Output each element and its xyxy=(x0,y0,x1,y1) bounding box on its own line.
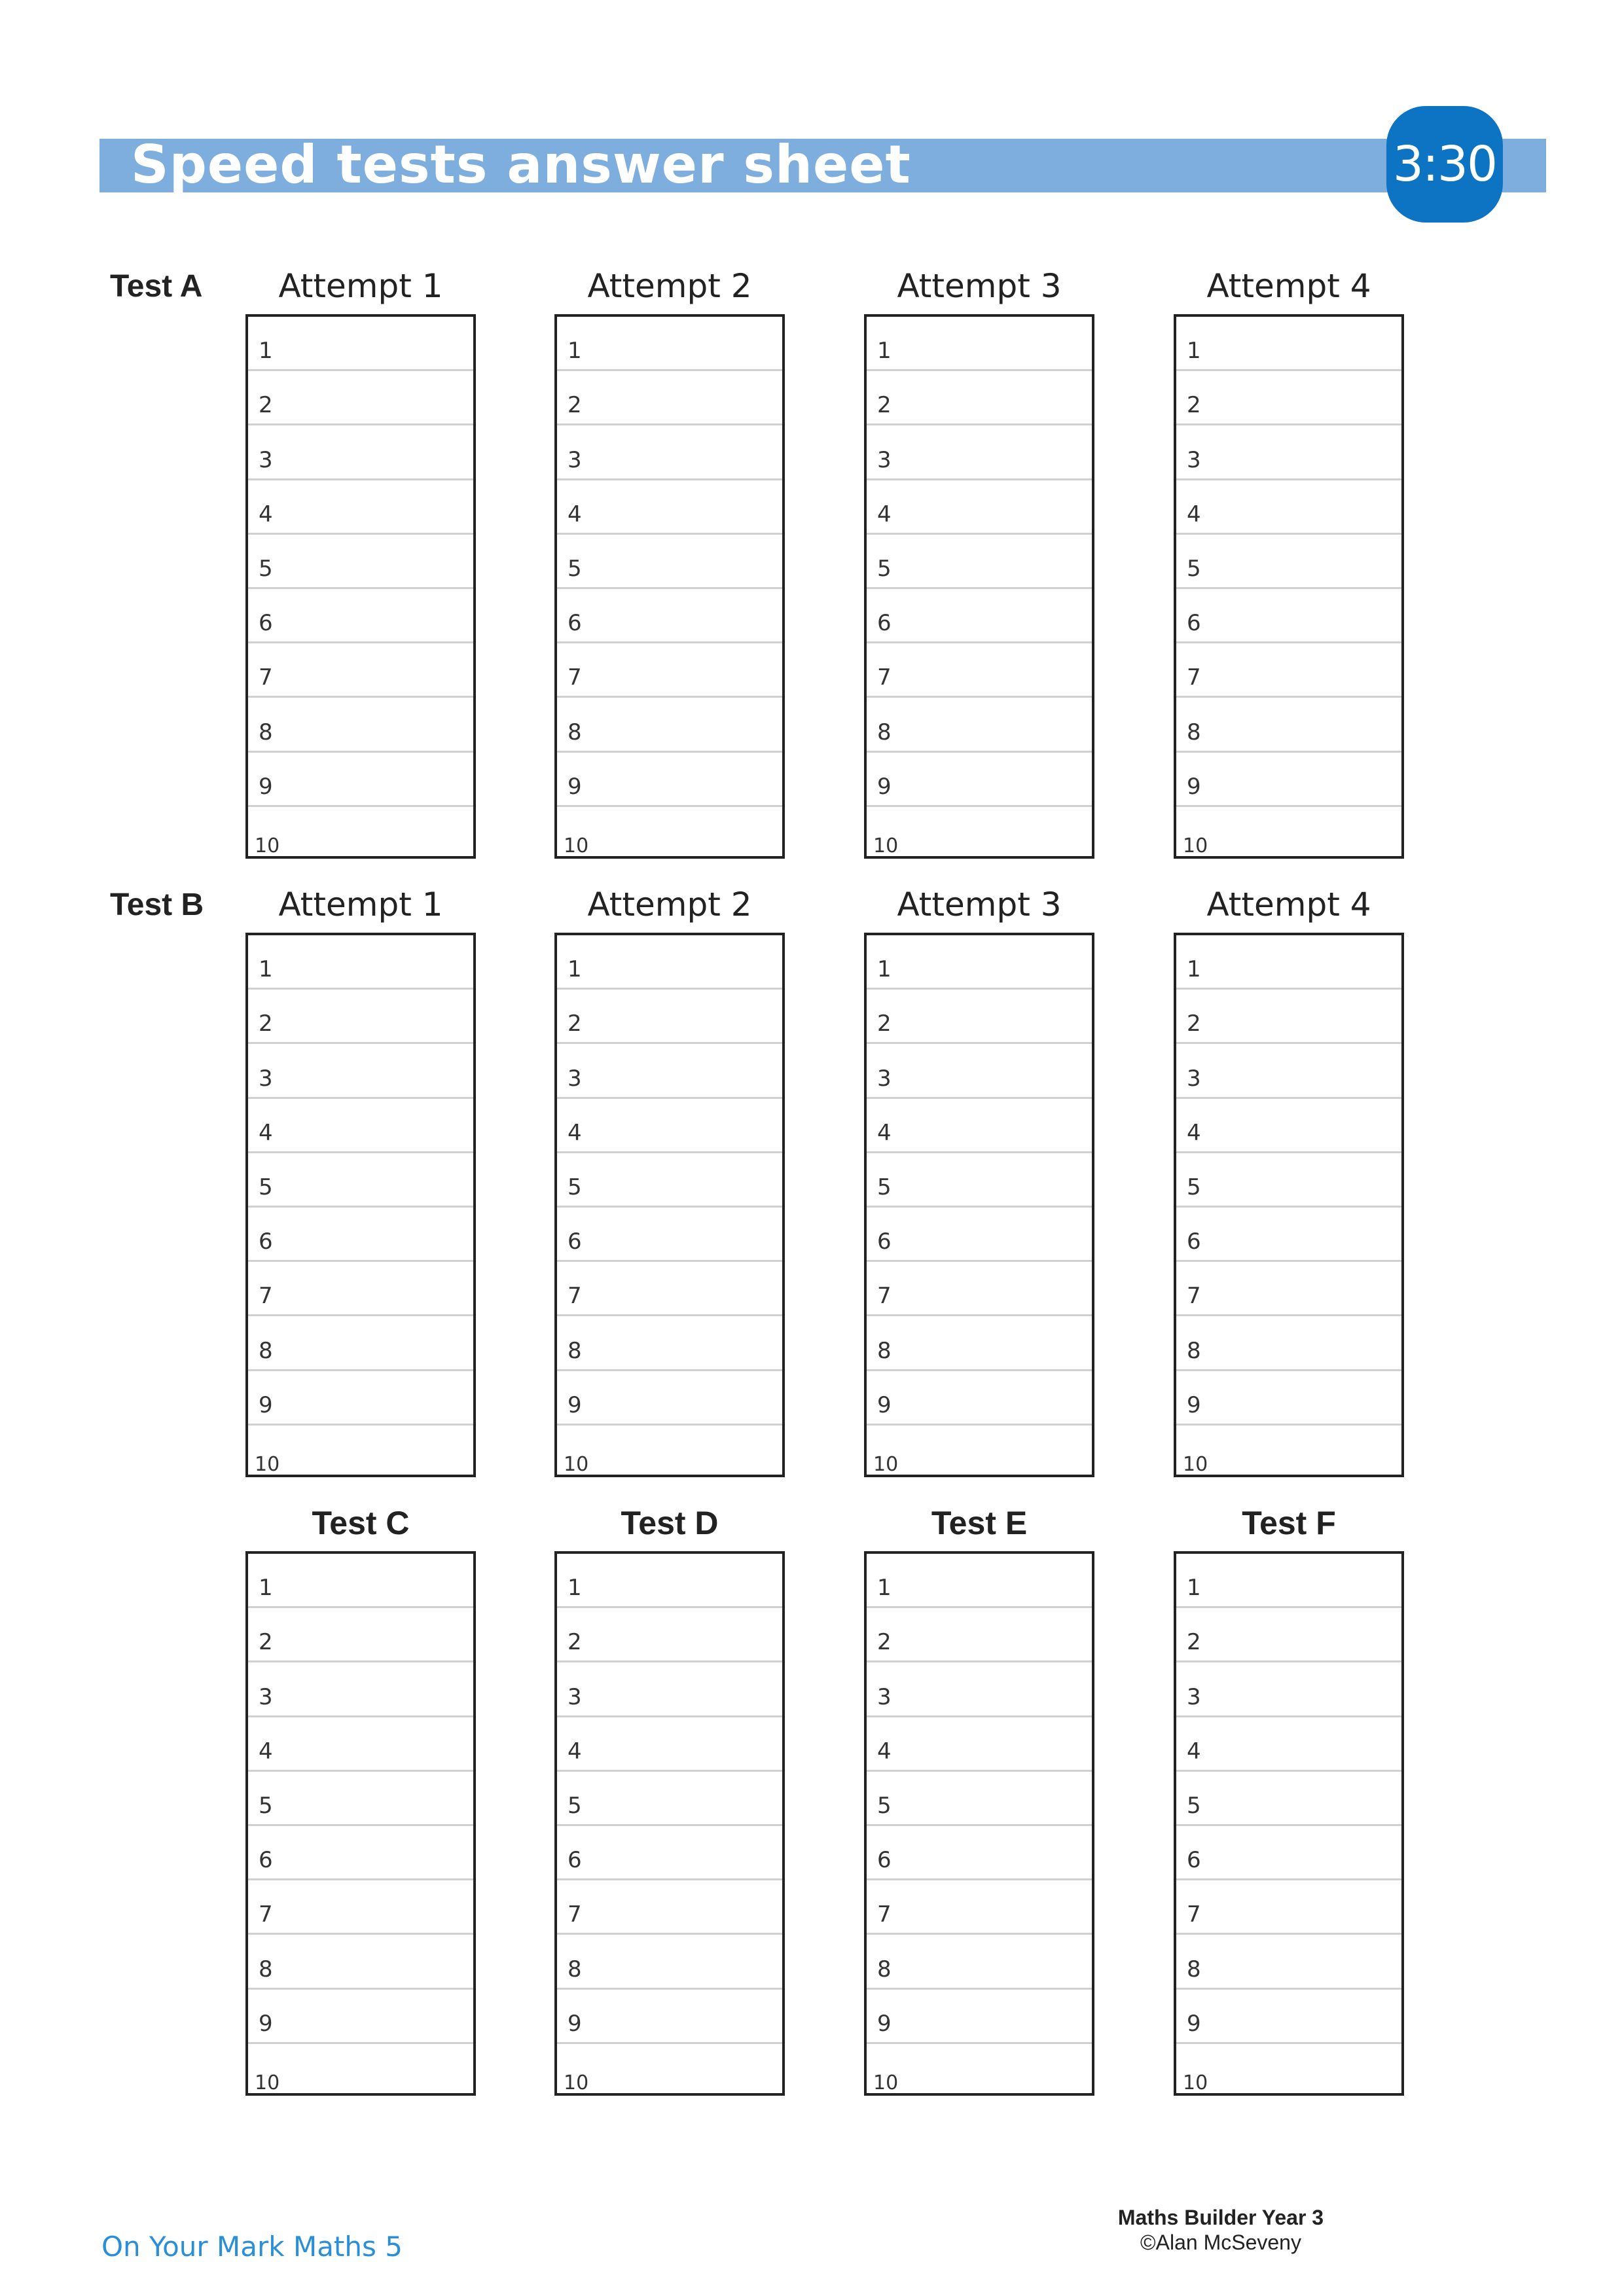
row-number: 4 xyxy=(568,501,582,528)
answer-box xyxy=(245,1551,476,2096)
answer-row[interactable] xyxy=(248,935,473,990)
row-number: 8 xyxy=(877,719,892,745)
answer-row[interactable] xyxy=(867,1717,1092,1772)
row-number: 8 xyxy=(259,1337,273,1364)
row-number: 1 xyxy=(568,338,582,365)
row-number: 10 xyxy=(255,1452,280,1476)
row-number: 3 xyxy=(877,1683,892,1710)
row-number: 8 xyxy=(1187,1337,1201,1364)
answer-row[interactable] xyxy=(557,935,782,990)
answer-row[interactable] xyxy=(557,698,782,752)
answer-row[interactable] xyxy=(867,1990,1092,2044)
row-number: 5 xyxy=(259,555,273,582)
column-heading: Test D xyxy=(621,1505,719,1541)
answer-box xyxy=(554,1551,785,2096)
answer-row[interactable] xyxy=(1176,1208,1401,1262)
row-number: 10 xyxy=(873,2071,899,2094)
column-heading: Attempt 1 xyxy=(278,267,443,305)
answer-box xyxy=(864,1551,1094,2096)
row-number: 4 xyxy=(877,1119,892,1146)
row-number: 4 xyxy=(259,1738,273,1765)
answer-row[interactable] xyxy=(867,2044,1092,2098)
answer-row[interactable] xyxy=(867,935,1092,990)
answer-row[interactable] xyxy=(248,2044,473,2098)
answer-row[interactable] xyxy=(557,1554,782,1608)
row-number: 6 xyxy=(877,1229,892,1255)
answer-row[interactable] xyxy=(867,480,1092,535)
row-number: 9 xyxy=(259,773,273,800)
answer-row[interactable] xyxy=(557,1262,782,1316)
answer-row[interactable] xyxy=(1176,425,1401,480)
row-number: 1 xyxy=(259,338,273,365)
answer-row[interactable] xyxy=(557,1772,782,1826)
answer-row[interactable] xyxy=(867,643,1092,698)
answer-row[interactable] xyxy=(1176,317,1401,371)
row-number: 9 xyxy=(877,773,892,800)
answer-row[interactable] xyxy=(248,1099,473,1153)
row-number: 1 xyxy=(1187,1575,1201,1602)
row-number: 1 xyxy=(259,1575,273,1602)
row-number: 2 xyxy=(568,1011,582,1037)
row-number: 7 xyxy=(1187,1283,1201,1310)
answer-row[interactable] xyxy=(557,1153,782,1208)
row-number: 1 xyxy=(877,338,892,365)
row-number: 3 xyxy=(1187,1683,1201,1710)
answer-row[interactable] xyxy=(557,1826,782,1880)
row-number: 6 xyxy=(1187,1229,1201,1255)
answer-box xyxy=(245,314,476,859)
answer-box xyxy=(864,314,1094,859)
answer-row[interactable] xyxy=(867,371,1092,425)
row-number: 9 xyxy=(1187,2010,1201,2037)
test-label: Test B xyxy=(110,888,204,922)
row-number: 7 xyxy=(877,1901,892,1928)
answer-row[interactable] xyxy=(557,1608,782,1662)
row-number: 3 xyxy=(568,446,582,473)
row-number: 10 xyxy=(564,2071,589,2094)
answer-row[interactable] xyxy=(867,807,1092,861)
column-heading: Attempt 1 xyxy=(278,886,443,924)
row-number: 7 xyxy=(259,1901,273,1928)
answer-row[interactable] xyxy=(1176,753,1401,807)
answer-row[interactable] xyxy=(557,1990,782,2044)
row-number: 3 xyxy=(1187,446,1201,473)
row-number: 6 xyxy=(259,1847,273,1874)
row-number: 10 xyxy=(873,834,899,857)
row-number: 10 xyxy=(1183,1452,1208,1476)
answer-row[interactable] xyxy=(867,1316,1092,1371)
row-number: 5 xyxy=(877,1792,892,1819)
answer-box xyxy=(554,314,785,859)
column-heading: Attempt 4 xyxy=(1206,886,1371,924)
answer-row[interactable] xyxy=(557,371,782,425)
answer-row[interactable] xyxy=(867,1608,1092,1662)
row-number: 3 xyxy=(259,446,273,473)
row-number: 1 xyxy=(568,1575,582,1602)
row-number: 8 xyxy=(568,1337,582,1364)
answer-row[interactable] xyxy=(1176,1990,1401,2044)
row-number: 4 xyxy=(877,1738,892,1765)
answer-row[interactable] xyxy=(1176,1153,1401,1208)
row-number: 6 xyxy=(568,1229,582,1255)
answer-row[interactable] xyxy=(557,990,782,1044)
row-number: 1 xyxy=(259,956,273,983)
row-number: 9 xyxy=(1187,773,1201,800)
answer-row[interactable] xyxy=(557,2044,782,2098)
row-number: 8 xyxy=(568,1956,582,1982)
answer-row[interactable] xyxy=(1176,535,1401,589)
answer-row[interactable] xyxy=(248,480,473,535)
row-number: 5 xyxy=(568,555,582,582)
answer-row[interactable] xyxy=(1176,698,1401,752)
row-number: 7 xyxy=(1187,664,1201,691)
answer-row[interactable] xyxy=(1176,1099,1401,1153)
answer-row[interactable] xyxy=(557,753,782,807)
answer-row[interactable] xyxy=(1176,1554,1401,1608)
answer-row[interactable] xyxy=(867,1662,1092,1717)
answer-row[interactable] xyxy=(248,317,473,371)
answer-row[interactable] xyxy=(867,1935,1092,1989)
answer-row[interactable] xyxy=(248,753,473,807)
answer-row[interactable] xyxy=(557,1371,782,1426)
answer-row[interactable] xyxy=(248,1717,473,1772)
row-number: 3 xyxy=(259,1065,273,1092)
row-number: 5 xyxy=(877,1174,892,1200)
row-number: 2 xyxy=(259,1629,273,1656)
answer-row[interactable] xyxy=(867,1208,1092,1262)
row-number: 3 xyxy=(877,1065,892,1092)
answer-row[interactable] xyxy=(557,317,782,371)
time-badge: 3:30 xyxy=(1386,106,1503,223)
answer-row[interactable] xyxy=(248,1316,473,1371)
row-number: 6 xyxy=(877,610,892,637)
footer-book-title: Maths Builder Year 3 xyxy=(1117,2206,1324,2229)
row-number: 10 xyxy=(1183,2071,1208,2094)
answer-row[interactable] xyxy=(1176,1880,1401,1935)
answer-row[interactable] xyxy=(867,1153,1092,1208)
row-number: 8 xyxy=(259,1956,273,1982)
answer-row[interactable] xyxy=(557,535,782,589)
answer-row[interactable] xyxy=(557,589,782,643)
row-number: 9 xyxy=(877,1391,892,1418)
footer-copyright: ©Alan McSeveny xyxy=(1140,2231,1301,2254)
answer-row[interactable] xyxy=(1176,1371,1401,1426)
answer-row[interactable] xyxy=(867,990,1092,1044)
column-heading: Attempt 3 xyxy=(897,267,1062,305)
row-number: 9 xyxy=(877,2010,892,2037)
answer-row[interactable] xyxy=(1176,1316,1401,1371)
answer-row[interactable] xyxy=(248,807,473,861)
row-number: 1 xyxy=(877,1575,892,1602)
row-number: 4 xyxy=(568,1119,582,1146)
answer-row[interactable] xyxy=(248,1608,473,1662)
row-number: 5 xyxy=(568,1174,582,1200)
row-number: 3 xyxy=(1187,1065,1201,1092)
row-number: 7 xyxy=(1187,1901,1201,1928)
answer-row[interactable] xyxy=(248,1554,473,1608)
row-number: 2 xyxy=(1187,392,1201,419)
row-number: 6 xyxy=(877,1847,892,1874)
answer-row[interactable] xyxy=(1176,1608,1401,1662)
answer-row[interactable] xyxy=(248,1044,473,1098)
column-heading: Attempt 4 xyxy=(1206,267,1371,305)
answer-row[interactable] xyxy=(1176,990,1401,1044)
answer-row[interactable] xyxy=(557,1880,782,1935)
row-number: 10 xyxy=(873,1452,899,1476)
row-number: 7 xyxy=(877,1283,892,1310)
answer-box xyxy=(1174,314,1404,859)
row-number: 2 xyxy=(877,1011,892,1037)
answer-row[interactable] xyxy=(248,1826,473,1880)
row-number: 2 xyxy=(568,1629,582,1656)
answer-box xyxy=(864,933,1094,1477)
answer-row[interactable] xyxy=(1176,1044,1401,1098)
answer-row[interactable] xyxy=(1176,1426,1401,1480)
answer-row[interactable] xyxy=(1176,807,1401,861)
answer-row[interactable] xyxy=(248,1208,473,1262)
answer-row[interactable] xyxy=(557,1208,782,1262)
row-number: 2 xyxy=(259,392,273,419)
answer-row[interactable] xyxy=(1176,1935,1401,1989)
row-number: 9 xyxy=(259,1391,273,1418)
answer-row[interactable] xyxy=(1176,1662,1401,1717)
answer-row[interactable] xyxy=(557,1316,782,1371)
row-number: 1 xyxy=(568,956,582,983)
answer-row[interactable] xyxy=(867,425,1092,480)
answer-row[interactable] xyxy=(867,317,1092,371)
row-number: 3 xyxy=(568,1683,582,1710)
answer-box xyxy=(554,933,785,1477)
row-number: 10 xyxy=(1183,834,1208,857)
row-number: 10 xyxy=(255,834,280,857)
row-number: 4 xyxy=(568,1738,582,1765)
answer-row[interactable] xyxy=(867,535,1092,589)
answer-row[interactable] xyxy=(248,1262,473,1316)
row-number: 2 xyxy=(1187,1629,1201,1656)
row-number: 4 xyxy=(1187,1119,1201,1146)
row-number: 1 xyxy=(877,956,892,983)
row-number: 8 xyxy=(1187,719,1201,745)
column-heading: Test C xyxy=(312,1505,410,1541)
answer-row[interactable] xyxy=(248,1662,473,1717)
row-number: 9 xyxy=(568,1391,582,1418)
answer-row[interactable] xyxy=(1176,589,1401,643)
answer-row[interactable] xyxy=(867,1099,1092,1153)
row-number: 2 xyxy=(877,392,892,419)
row-number: 8 xyxy=(877,1956,892,1982)
answer-row[interactable] xyxy=(557,807,782,861)
answer-row[interactable] xyxy=(557,1717,782,1772)
row-number: 5 xyxy=(568,1792,582,1819)
row-number: 5 xyxy=(877,555,892,582)
answer-row[interactable] xyxy=(867,1880,1092,1935)
row-number: 9 xyxy=(568,2010,582,2037)
answer-row[interactable] xyxy=(1176,1772,1401,1826)
answer-row[interactable] xyxy=(1176,1262,1401,1316)
row-number: 6 xyxy=(568,610,582,637)
row-number: 2 xyxy=(877,1629,892,1656)
row-number: 4 xyxy=(1187,1738,1201,1765)
answer-row[interactable] xyxy=(1176,371,1401,425)
answer-row[interactable] xyxy=(248,1371,473,1426)
row-number: 7 xyxy=(877,664,892,691)
answer-row[interactable] xyxy=(248,371,473,425)
answer-row[interactable] xyxy=(248,1935,473,1989)
row-number: 10 xyxy=(255,2071,280,2094)
row-number: 3 xyxy=(568,1065,582,1092)
footer-series-title: On Your Mark Maths 5 xyxy=(101,2231,403,2263)
answer-row[interactable] xyxy=(557,643,782,698)
row-number: 3 xyxy=(877,446,892,473)
answer-row[interactable] xyxy=(867,589,1092,643)
row-number: 6 xyxy=(259,1229,273,1255)
answer-row[interactable] xyxy=(248,990,473,1044)
row-number: 7 xyxy=(259,1283,273,1310)
row-number: 6 xyxy=(1187,1847,1201,1874)
answer-row[interactable] xyxy=(867,1826,1092,1880)
row-number: 8 xyxy=(877,1337,892,1364)
answer-row[interactable] xyxy=(867,1262,1092,1316)
row-number: 9 xyxy=(568,773,582,800)
row-number: 9 xyxy=(1187,1391,1201,1418)
row-number: 1 xyxy=(1187,338,1201,365)
answer-row[interactable] xyxy=(248,1426,473,1480)
row-number: 2 xyxy=(1187,1011,1201,1037)
answer-row[interactable] xyxy=(557,1935,782,1989)
answer-row[interactable] xyxy=(1176,2044,1401,2098)
row-number: 7 xyxy=(568,1901,582,1928)
answer-row[interactable] xyxy=(248,535,473,589)
test-label: Test A xyxy=(110,269,203,304)
answer-row[interactable] xyxy=(248,1772,473,1826)
column-heading: Test F xyxy=(1242,1505,1336,1541)
row-number: 8 xyxy=(1187,1956,1201,1982)
answer-row[interactable] xyxy=(248,1153,473,1208)
row-number: 10 xyxy=(564,834,589,857)
answer-row[interactable] xyxy=(248,643,473,698)
row-number: 1 xyxy=(1187,956,1201,983)
answer-row[interactable] xyxy=(867,753,1092,807)
answer-row[interactable] xyxy=(248,1990,473,2044)
answer-row[interactable] xyxy=(867,1554,1092,1608)
row-number: 4 xyxy=(1187,501,1201,528)
answer-row[interactable] xyxy=(557,1099,782,1153)
row-number: 6 xyxy=(1187,610,1201,637)
row-number: 5 xyxy=(1187,1792,1201,1819)
answer-row[interactable] xyxy=(1176,1717,1401,1772)
row-number: 6 xyxy=(568,1847,582,1874)
row-number: 8 xyxy=(568,719,582,745)
column-heading: Attempt 2 xyxy=(587,886,752,924)
row-number: 8 xyxy=(259,719,273,745)
answer-row[interactable] xyxy=(1176,935,1401,990)
column-heading: Attempt 3 xyxy=(897,886,1062,924)
row-number: 3 xyxy=(259,1683,273,1710)
answer-row[interactable] xyxy=(557,425,782,480)
row-number: 7 xyxy=(259,664,273,691)
answer-row[interactable] xyxy=(248,425,473,480)
answer-row[interactable] xyxy=(1176,643,1401,698)
answer-row[interactable] xyxy=(557,1426,782,1480)
answer-row[interactable] xyxy=(248,1880,473,1935)
row-number: 7 xyxy=(568,1283,582,1310)
answer-row[interactable] xyxy=(1176,480,1401,535)
row-number: 9 xyxy=(259,2010,273,2037)
row-number: 4 xyxy=(877,501,892,528)
answer-row[interactable] xyxy=(867,1426,1092,1480)
answer-row[interactable] xyxy=(557,1044,782,1098)
column-heading: Attempt 2 xyxy=(587,267,752,305)
row-number: 5 xyxy=(1187,1174,1201,1200)
answer-row[interactable] xyxy=(248,698,473,752)
answer-row[interactable] xyxy=(867,698,1092,752)
row-number: 7 xyxy=(568,664,582,691)
row-number: 2 xyxy=(568,392,582,419)
answer-row[interactable] xyxy=(867,1371,1092,1426)
answer-row[interactable] xyxy=(557,480,782,535)
answer-box xyxy=(1174,1551,1404,2096)
column-heading: Test E xyxy=(931,1505,1028,1541)
row-number: 5 xyxy=(259,1174,273,1200)
answer-row[interactable] xyxy=(557,1662,782,1717)
row-number: 5 xyxy=(259,1792,273,1819)
row-number: 2 xyxy=(259,1011,273,1037)
row-number: 4 xyxy=(259,501,273,528)
answer-box xyxy=(245,933,476,1477)
page-title: Speed tests answer sheet xyxy=(131,134,911,195)
row-number: 4 xyxy=(259,1119,273,1146)
answer-row[interactable] xyxy=(1176,1826,1401,1880)
row-number: 5 xyxy=(1187,555,1201,582)
answer-row[interactable] xyxy=(867,1772,1092,1826)
answer-row[interactable] xyxy=(867,1044,1092,1098)
answer-box xyxy=(1174,933,1404,1477)
answer-row[interactable] xyxy=(248,589,473,643)
row-number: 6 xyxy=(259,610,273,637)
row-number: 10 xyxy=(564,1452,589,1476)
